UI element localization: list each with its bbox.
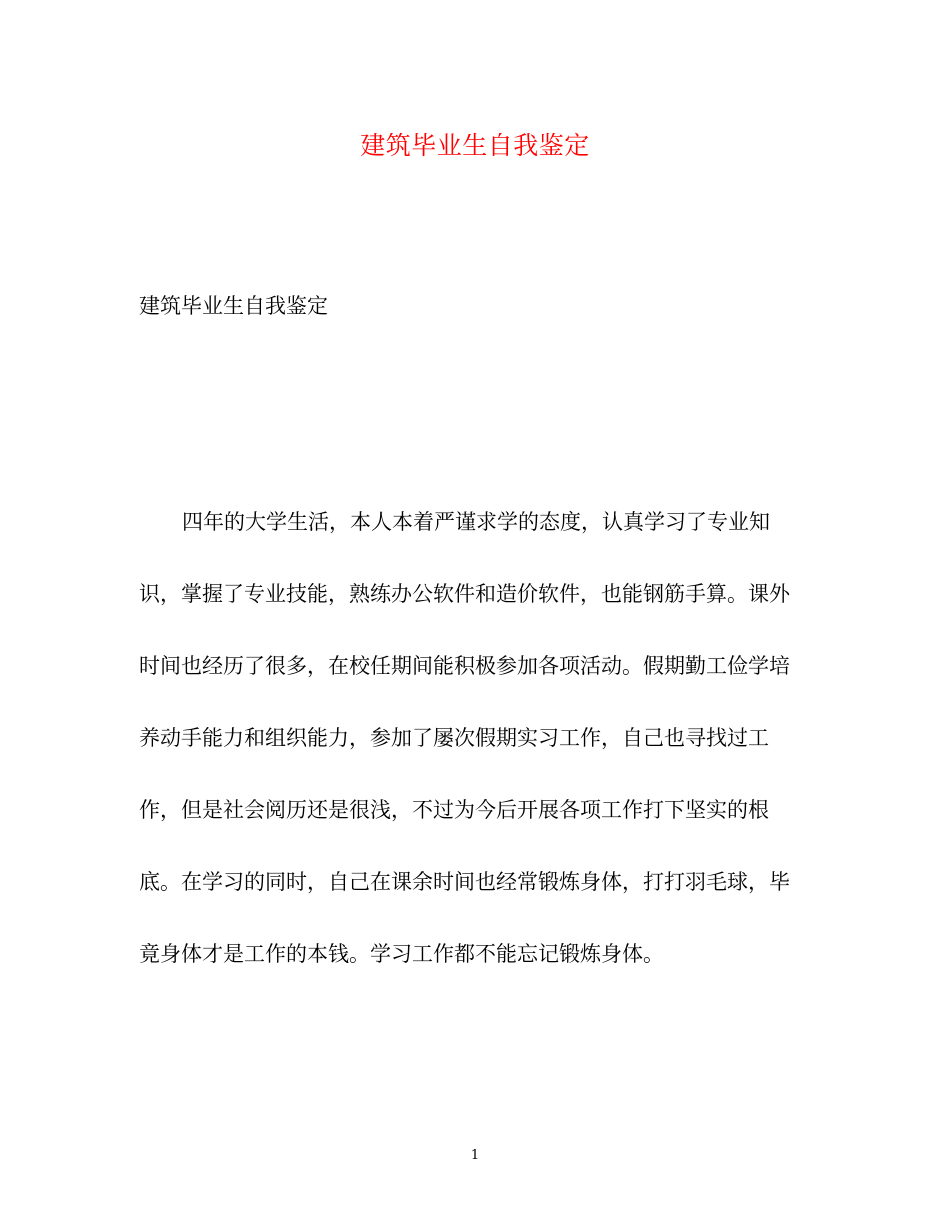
paragraph-line: 时间也经历了很多，在校任期间能积极参加各项活动。假期勤工俭学培 [139,654,790,678]
page-number: 1 [470,1148,480,1163]
paragraph-line: 作，但是社会阅历还是很浅，不过为今后开展各项工作打下坚实的根 [139,798,769,822]
document-title: 建筑毕业生自我鉴定 [360,131,590,160]
paragraph-line: 养动手能力和组织能力，参加了屡次假期实习工作，自己也寻找过工 [139,726,769,750]
paragraph-line: 底。在学习的同时，自己在课余时间也经常锻炼身体，打打羽毛球，毕 [139,870,790,894]
document-subtitle: 建筑毕业生自我鉴定 [139,294,328,318]
paragraph-line: 竟身体才是工作的本钱。学习工作都不能忘记锻炼身体。 [139,942,664,966]
body-paragraph [139,504,819,1008]
paragraph-line: 识，掌握了专业技能，熟练办公软件和造价软件，也能钢筋手算。课外 [139,582,790,606]
paragraph-line: 四年的大学生活，本人本着严谨求学的态度，认真学习了专业知 [182,510,770,534]
